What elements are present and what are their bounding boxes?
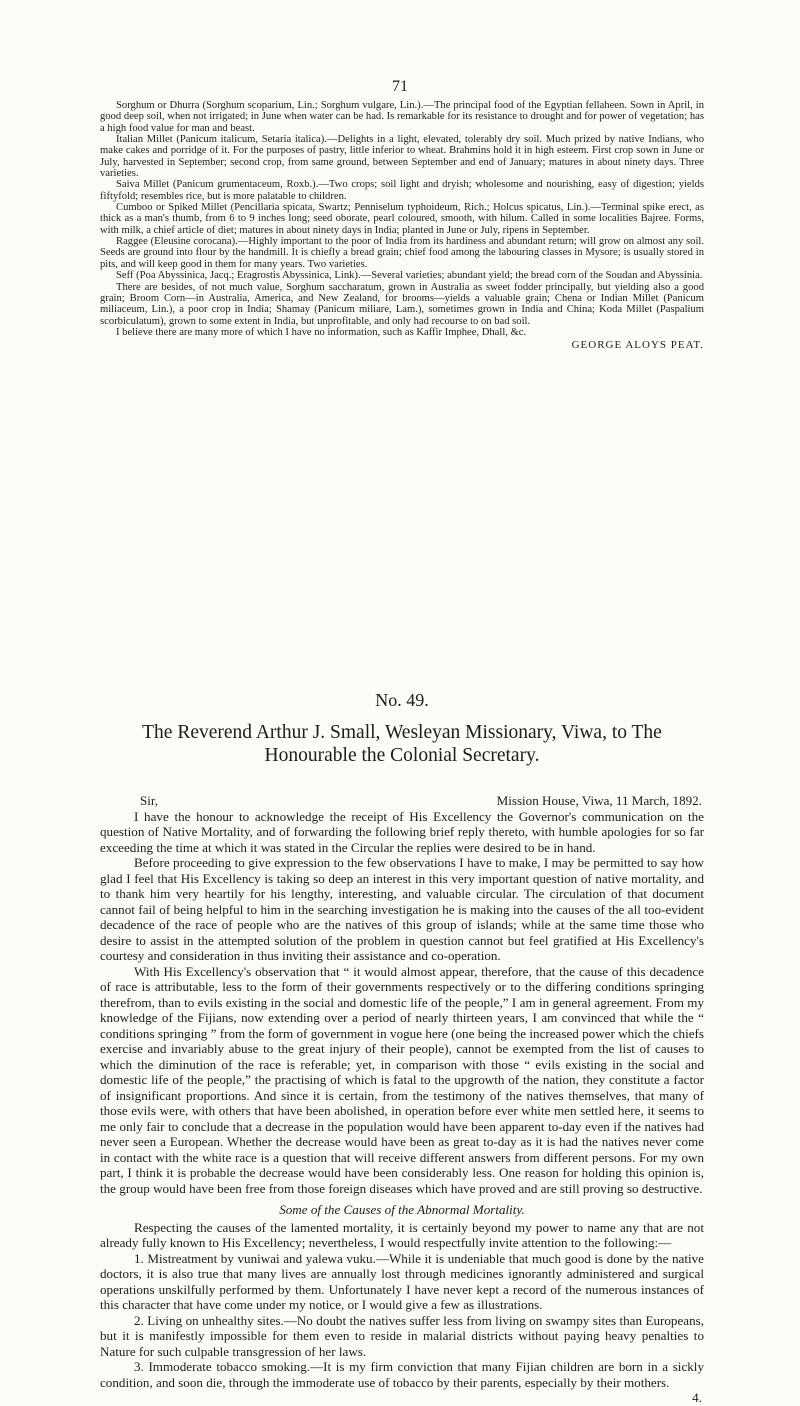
grain-paragraph: Raggee (Eleusine corocana).—Highly important to the poor of India from its hardiness and abundant return; will grow on almost any soil. Seeds are ground into flour by the handmill. It is chiefly a bread grain; chief food among the labouring classes in Mysore; is usually stored in pits, and will keep good in them for many years. Two varieties. <box>100 236 704 270</box>
catchword: 4. <box>692 1390 702 1405</box>
body-paragraph: With His Excellency's observation that “ it would almost appear, therefore, that the cause of this decadence of race is attributable, less to the form of their governments respectively or to the differing conditions springing therefrom, than to evils existing in the social and domestic life of the people,” I am in general agreement. From my knowledge of the Fijians, now extending over a period of nearly thirteen years, I am convinced that while the “ conditions springing ” from the form of government in vogue here (one being the increased power which the chiefs exercise and invariably abuse to the great injury of their people), cannot be exempted from the list of causes to which the diminution of the race is referable; yet, in comparison with those “ evils existing in the social and domestic life of the people,” the practising of which is fatal to the upgrowth of the nation, they constitute a factor of insignificant proportions. And since it is certain, from the testimony of the natives themselves, that many of those evils were, with others that have been abolished, in operation before ever white men settled here, it seems to me only fair to conclude that a decrease in the population would have been apparent to-day even if the natives had never seen a European. Whether the decrease would have been as great to-day as it is had the natives never come in contact with the white race is a question that will receive different answers from different persons. For my own part, I think it is probable the decrease would have been considerably less. One reason for holding this opinion is, the group would have been free from those foreign diseases which have proved and are still proving so destructive. <box>100 963 704 1196</box>
body-paragraph: I have the honour to acknowledge the receipt of His Excellency the Governor's communication on the question of Native Mortality, and of forwarding the following brief reply thereto, with humble apologies for so far exceeding the time at which it was stated in the Circular the replies were desired to be in hand. <box>100 808 704 855</box>
body-paragraph: Before proceeding to give expression to the few observations I have to make, I may be permitted to say how glad I feel that His Excellency is taking so deep an interest in this very important question of native mortality, and to thank him very heartily for his lengthy, interesting, and valuable circular. The circulation of that document cannot fail of being helpful to him in the searching investigation he is making into the causes of the all too-evident decadence of the race of people who are the natives of this group of islands; while at the same time those who desire to assist in the attempted solution of the problem in question cannot but feel gratified at His Excellency's courtesy and consideration in thus inviting their assistance and co-operation. <box>100 855 704 963</box>
dateline: Mission House, Viwa, 11 March, 1892. <box>496 793 702 808</box>
salutation-line <box>100 793 704 809</box>
grain-notes <box>100 100 704 352</box>
grain-paragraph: Cumboo or Spiked Millet (Pencillaria spicata, Swartz; Penniselum typhoideum, Rich.; Holcus spicatus, Lin.).—Terminal spike erect, as thick as a man's thumb, from 6 to 9 inches long; seed oborate, pearl coloured, smooth, with hilum. Called in some localities Bajree. Forms, with milk, a chief article of diet; matures in about ninety days in India; planted in June or July, ripens in September. <box>100 202 704 236</box>
grain-paragraph: Saiva Millet (Panicum grumentaceum, Roxb.).—Two crops; soil light and dryish; wholesome and nourishing, easy of digestion; yields fiftyfold; resembles rice, but is more palatable to children. <box>100 179 704 202</box>
grain-paragraph: I believe there are many more of which I have no information, such as Kaffir Imphee, Dhall, &c. <box>116 326 527 338</box>
cause-item: 1. Mistreatment by vuniwai and yalewa vuku.—While it is undeniable that much good is done by the native doctors, it is also true that many lives are annually lost through medicines ignorantly administered and surgical operations unskilfully performed by them. Unfortunately I have never kept a record of the numerous instances of this character that have come under my notice, or I would give a few as illustrations. <box>100 1250 704 1312</box>
section-subheading: Some of the Causes of the Abnormal Mortality. <box>279 1202 525 1217</box>
letter-body <box>100 793 704 1406</box>
causes-list <box>100 1251 704 1391</box>
letter-title: The Reverend Arthur J. Small, Wesleyan Missionary, Viwa, to The Honourable the Colonial Secretary. <box>142 722 662 766</box>
grain-paragraph: Sorghum or Dhurra (Sorghum scoparium, Lin.; Sorghum vulgare, Lin.).—The principal food of the Egyptian fellaheen. Sown in April, in good deep soil, when not irrigated; in June when water can be had. Is remarkable for its resistance to drought and for power of vegetation; has a high food value for man and beast. <box>100 100 704 134</box>
letter-heading <box>100 690 704 767</box>
grain-paragraph: Italian Millet (Panicum italicum, Setaria italica).—Delights in a light, elevated, tolerably dry soil. Much prized by native Indians, who make cakes and porridge of it. For the purposes of pastry, little inferior to wheat. Brahmins hold it in high esteem. First crop sown in June or July, harvested in September; second crop, from same ground, between September and end of January; matures in about ninety days. Three varieties. <box>100 134 704 180</box>
grain-paragraph: Seff (Poa Abyssinica, Jacq.; Eragrostis Abyssinica, Link).—Several varieties; abundant yield; the bread corn of the Soudan and Abyssinia. <box>116 270 703 282</box>
grain-paragraph: There are besides, of not much value, Sorghum saccharatum, grown in Australia as sweet fodder principally, but yielding also a good grain; Broom Corn—in Australia, America, and New Zealand, for brooms—yields a valuable grain; Chena or Indian Millet (Panicum miliaceum, Lin.), a poor crop in India; Shamay (Panicum miliare, Lam.), sometimes grown in India and China; Koda Millet (Paspalium scorbiculatum), grown to some extent in India, but unprofitable, and only had recourse to on bad soil. <box>100 281 704 327</box>
cause-item: 3. Immoderate tobacco smoking.—It is my firm conviction that many Fijian children are born in a sickly condition, and soon die, through the immoderate use of tobacco by their parents, especially by their mothers. <box>100 1359 704 1390</box>
page-number: 71 <box>392 78 408 95</box>
signature: GEORGE ALOYS PEAT. <box>571 339 704 352</box>
document-number: No. 49. <box>375 690 429 710</box>
causes-intro: Respecting the causes of the lamented mortality, it is certainly beyond my power to name any that are not already fully known to His Excellency; nevertheless, I would respectfully invite attention to the following:— <box>100 1219 704 1250</box>
salutation: Sir, <box>140 793 159 808</box>
cause-item: 2. Living on unhealthy sites.—No doubt the natives suffer less from living on swampy sites than Europeans, but it is manifestly impossible for them even to reside in malarial districts without paying heavy penalties to Nature for such culpable transgression of her laws. <box>100 1312 704 1359</box>
